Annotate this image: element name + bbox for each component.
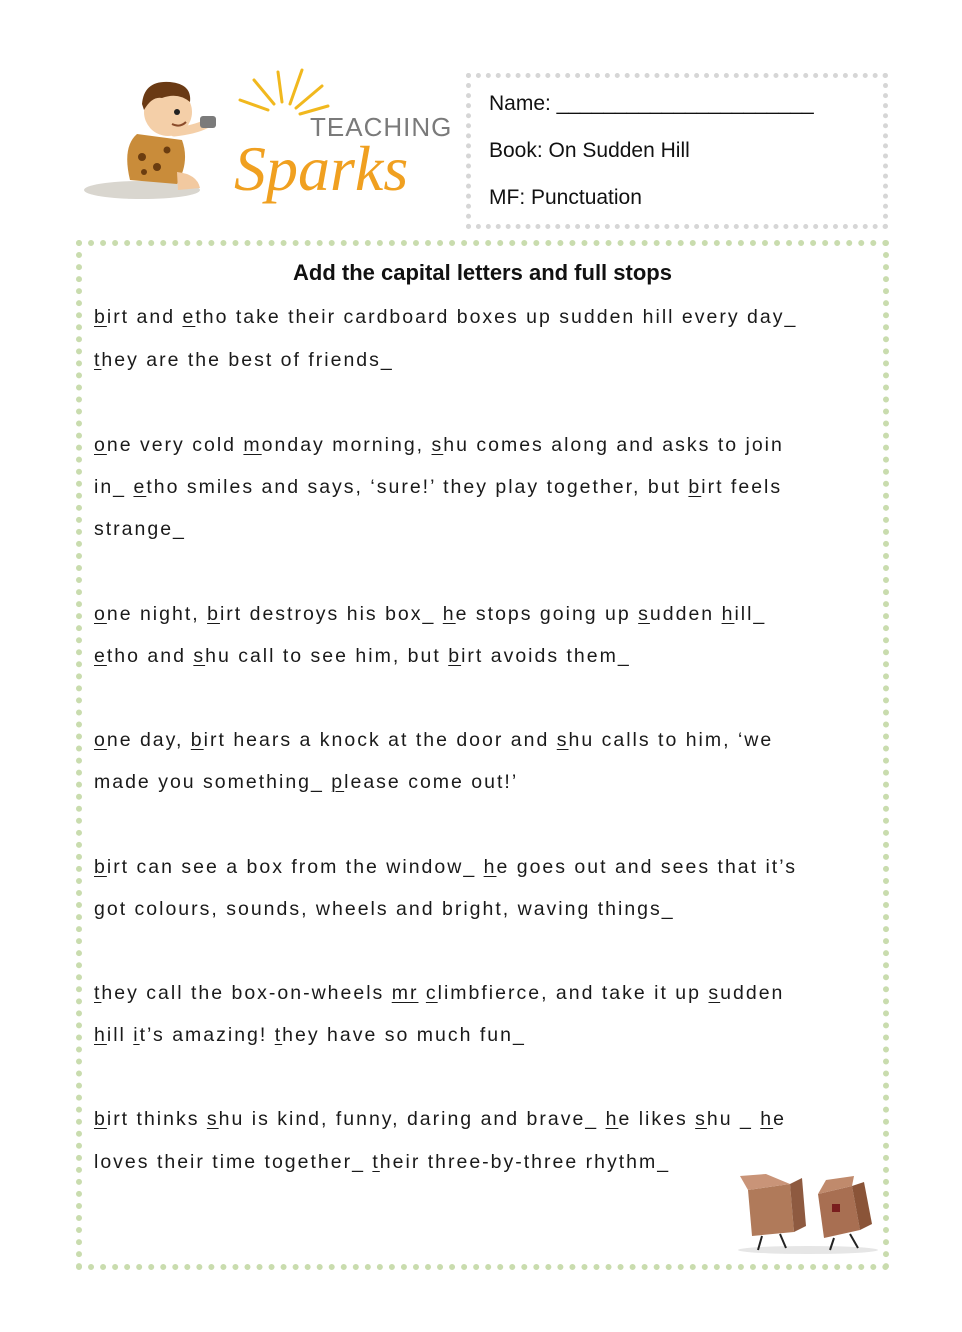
- underlined-letter: s: [638, 603, 650, 625]
- underlined-letter: p: [331, 771, 345, 793]
- text-segment: heir three-by-three rhythm_: [379, 1151, 671, 1173]
- text-segment: hu calls to him, ‘we: [568, 729, 774, 751]
- underlined-letter: h: [605, 1108, 619, 1130]
- text-segment: ne day,: [106, 729, 191, 751]
- student-info-box: [466, 73, 888, 229]
- teaching-sparks-logo: [82, 62, 454, 212]
- text-segment: limbfierce, and take it up: [437, 982, 709, 1004]
- text-segment: ne very cold: [106, 434, 244, 456]
- text-segment: hu is kind, funny, daring and brave_: [218, 1108, 606, 1130]
- text-segment: irt can see a box from the window_: [106, 856, 484, 878]
- underlined-letter: s: [193, 645, 206, 667]
- text-segment: strange_: [94, 518, 186, 540]
- sentence-line: [94, 982, 784, 1005]
- text-segment: lease come out!’: [344, 771, 519, 793]
- text-segment: irt destroys his box_: [219, 603, 443, 625]
- underlined-letter: b: [94, 306, 107, 328]
- sentence-line: [94, 1108, 786, 1131]
- underlined-letter: b: [94, 1108, 107, 1130]
- caveman-mascot-icon: [82, 62, 454, 212]
- text-segment: e: [773, 1108, 786, 1130]
- underlined-letter: i: [133, 1024, 140, 1046]
- text-segment: irt feels: [701, 476, 783, 498]
- text-segment: e goes out and sees that it’s: [496, 856, 797, 878]
- underlined-letter: h: [721, 603, 735, 625]
- text-segment: udden: [720, 982, 785, 1004]
- text-segment: tho and: [106, 645, 194, 667]
- text-segment: e stops going up: [455, 603, 639, 625]
- underlined-letter: b: [207, 603, 220, 625]
- underlined-letter: m: [243, 434, 262, 456]
- sentence-line: [94, 1024, 526, 1047]
- sentence-line: [94, 603, 766, 626]
- text-segment: ill_: [734, 603, 767, 625]
- underlined-letter: e: [182, 306, 196, 328]
- underlined-letter: h: [94, 1024, 107, 1046]
- underlined-letter: o: [94, 603, 107, 625]
- text-segment: onday morning,: [261, 434, 432, 456]
- sentence-line: [94, 856, 797, 879]
- sentence-line: [94, 434, 784, 457]
- text-segment: made you something_: [94, 771, 332, 793]
- text-segment: in_: [94, 476, 134, 498]
- worksheet-panel: [76, 240, 889, 1270]
- underlined-letter: c: [425, 982, 438, 1004]
- svg-text:Sparks: Sparks: [234, 133, 409, 204]
- underlined-letter: b: [448, 645, 462, 667]
- underlined-letter: e: [94, 645, 107, 667]
- underlined-letter: h: [483, 856, 497, 878]
- text-segment: ill: [106, 1024, 134, 1046]
- text-segment: [418, 982, 425, 1004]
- name-field[interactable]: Name: ______________________: [489, 92, 814, 115]
- underlined-letter: s: [431, 434, 444, 456]
- text-segment: hey are the best of friends_: [101, 349, 394, 371]
- text-segment: hey call the box-on-wheels: [101, 982, 392, 1004]
- sentence-line: [94, 898, 675, 921]
- text-segment: udden: [649, 603, 722, 625]
- mf-label: MF: Punctuation: [489, 186, 642, 209]
- svg-text:TEACHING: TEACHING: [310, 112, 453, 142]
- book-label: Book: On Sudden Hill: [489, 139, 690, 162]
- text-segment: loves their time together_: [94, 1151, 373, 1173]
- sentence-line: [94, 1151, 670, 1174]
- worksheet-title: Add the capital letters and full stops: [293, 260, 672, 285]
- cardboard-box-characters-icon: [736, 1172, 880, 1256]
- underlined-letter: t: [372, 1151, 380, 1173]
- underlined-letter: s: [556, 729, 569, 751]
- underlined-letter: t: [274, 1024, 283, 1046]
- sentence-line: [94, 518, 186, 541]
- text-segment: irt avoids them_: [461, 645, 631, 667]
- underlined-letter: e: [133, 476, 147, 498]
- underlined-letter: s: [206, 1108, 219, 1130]
- text-segment: tho take their cardboard boxes up sudden hill every day_: [195, 306, 798, 328]
- text-segment: hu _: [706, 1108, 761, 1130]
- text-segment: irt and: [106, 306, 183, 328]
- sentence-line: [94, 306, 797, 329]
- underlined-letter: o: [94, 729, 107, 751]
- text-segment: got colours, sounds, wheels and bright, waving things_: [94, 898, 675, 920]
- underlined-letter: s: [708, 982, 721, 1004]
- underlined-letter: mr: [391, 982, 419, 1004]
- sentence-line: [94, 476, 782, 499]
- underlined-letter: h: [760, 1108, 774, 1130]
- underlined-letter: b: [190, 729, 204, 751]
- sentence-line: [94, 349, 394, 372]
- text-segment: hu comes along and asks to join: [443, 434, 784, 456]
- text-segment: hu call to see him, but: [205, 645, 449, 667]
- underlined-letter: o: [94, 434, 107, 456]
- text-segment: tho smiles and says, ‘sure!’ they play together, but: [146, 476, 689, 498]
- underlined-letter: h: [442, 603, 456, 625]
- sentence-line: [94, 645, 631, 668]
- underlined-letter: t: [94, 349, 102, 371]
- text-segment: ne night,: [106, 603, 208, 625]
- underlined-letter: t: [94, 982, 102, 1004]
- text-segment: hey have so much fun_: [282, 1024, 526, 1046]
- sentence-line: [94, 771, 518, 794]
- underlined-letter: b: [94, 856, 107, 878]
- text-segment: e likes: [618, 1108, 696, 1130]
- underlined-letter: s: [695, 1108, 707, 1130]
- text-segment: irt thinks: [106, 1108, 207, 1130]
- underlined-letter: b: [688, 476, 702, 498]
- text-segment: t’s amazing!: [139, 1024, 275, 1046]
- text-segment: irt hears a knock at the door and: [203, 729, 557, 751]
- sentence-line: [94, 729, 773, 752]
